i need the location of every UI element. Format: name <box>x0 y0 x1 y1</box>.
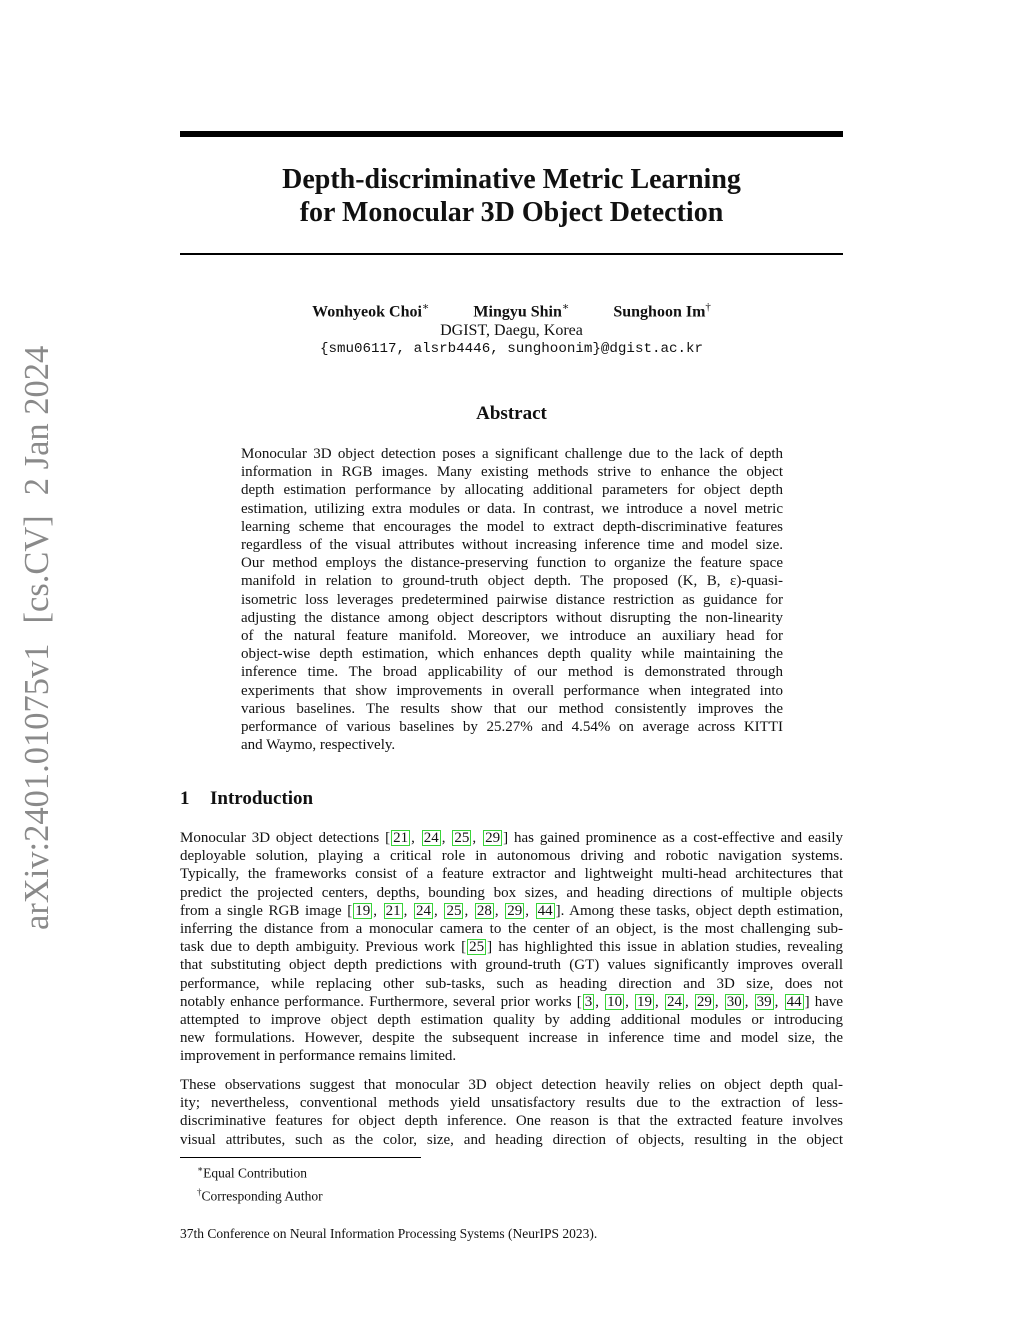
citation-link[interactable]: 24 <box>666 993 682 1010</box>
citation-link[interactable]: 19 <box>637 993 653 1010</box>
citation-link[interactable]: 28 <box>476 902 492 919</box>
citation-link[interactable]: 44 <box>786 993 802 1010</box>
arxiv-id: arXiv:2401.01075v1 <box>18 643 56 930</box>
intro-line: Monocular 3D object detections [ 21 , 24 , 25 , 29 ] has gained prominence as a cost-effective and easily <box>180 830 844 846</box>
abstract-line: inference time. The broad applicability of our method is demonstrated through <box>241 664 783 681</box>
abstract-line: estimation, utilizing extra modules or data. In contrast, we introduce a novel metric <box>241 500 783 517</box>
intro-line: deployable solution, playing a critical role in autonomous driving and robotic navigation systems. <box>180 848 843 865</box>
section-number: 1 <box>180 788 190 809</box>
footnote-corresponding-author: †Corresponding Author <box>197 1187 323 1204</box>
abstract-line: experiments that show improvements in overall performance when integrated into <box>241 682 783 699</box>
arxiv-category: [cs.CV] <box>18 515 56 624</box>
intro-line: visual attributes, such as the color, size, and heading direction of objects, resulting in the object <box>180 1131 843 1148</box>
author-block <box>180 298 843 359</box>
venue-footer: 37th Conference on Neural Information Processing Systems (NeurIPS 2023). <box>180 1226 598 1241</box>
intro-line: task due to depth ambiguity. Previous work [ 25 ] has highlighted this issue in ablation studies, revealing <box>180 939 843 956</box>
citation-link[interactable]: 39 <box>756 993 772 1010</box>
citation-link[interactable]: 25 <box>446 902 462 919</box>
intro-line: These observations suggest that monocular 3D object detection heavily relies on object depth qual- <box>180 1077 843 1093</box>
footnotes <box>197 1160 323 1206</box>
author-3: Sunghoon Im† <box>613 301 711 321</box>
intro-line: improvement in performance remains limited. <box>180 1048 457 1065</box>
abstract-line: manifold in relation to ground-truth object depth. The proposed (K, B, ε)-quasi- <box>241 573 783 590</box>
intro-paragraph-1 <box>180 829 843 1066</box>
abstract-line: Monocular 3D object detection poses a significant challenge due to the lack of depth <box>241 446 783 462</box>
citation-link[interactable]: 19 <box>355 902 371 919</box>
citation-link[interactable]: 24 <box>423 830 439 846</box>
citation-link[interactable]: 44 <box>537 902 553 919</box>
citation-link[interactable]: 30 <box>726 993 742 1010</box>
abstract-line: regardless of the visual attributes without increasing inference time and model size. <box>241 537 783 554</box>
abstract-line: adjusting the distance among object descriptors without disrupting the non-linearity <box>241 609 783 626</box>
affiliation: DGIST, Daegu, Korea <box>440 322 583 340</box>
title-top-rule <box>180 131 843 137</box>
intro-line: ity; nevertheless, conventional methods yield unsatisfactory results due to the extraction of less- <box>180 1095 843 1112</box>
abstract-line: and Waymo, respectively. <box>241 737 396 754</box>
intro-paragraph-2 <box>180 1076 843 1149</box>
citation-link[interactable]: 25 <box>454 830 470 846</box>
citation-link[interactable]: 29 <box>507 902 523 919</box>
citation-link[interactable]: 29 <box>485 830 501 846</box>
intro-line: from a single RGB image [ 19 , 21 , 24 , 25 , 28 , 29 , 44 ]. Among these tasks, object depth estimation, <box>180 902 844 919</box>
author-2-mark: ∗ <box>561 301 570 313</box>
abstract-line: information in RGB images. Many existing methods strive to enhance the object <box>241 464 783 481</box>
abstract-line: depth estimation performance by allocating additional parameters for object depth <box>241 482 783 499</box>
intro-line: predict the projected centers, depths, bounding box sizes, and heading directions of multiple objects <box>180 884 843 901</box>
section-title: Introduction <box>210 788 314 809</box>
abstract-line: of the natural feature manifold. Moreover, we introduce an auxiliary head for <box>241 628 783 645</box>
intro-line: notably enhance performance. Furthermore, several prior works [ 3 , 10 , 19 , 24 , 29 , 30 , 39 , 44 ] have <box>180 993 844 1010</box>
section-heading-introduction <box>180 788 313 810</box>
author-3-mark: † <box>705 301 711 313</box>
abstract-line: learning scheme that encourages the model to extract depth-discriminative features <box>241 518 783 535</box>
title-line-1: Depth-discriminative Metric Learning <box>282 164 741 195</box>
intro-line: new formulations. However, despite the subsequent increase in inference time and model size, the <box>180 1030 843 1047</box>
paper-title <box>180 163 843 229</box>
arxiv-stamp <box>18 346 57 930</box>
abstract-heading: Abstract <box>476 403 547 424</box>
intro-line: Typically, the frameworks consist of a feature extractor and lightweight multi-head architectures that <box>180 866 843 883</box>
citation-link[interactable]: 10 <box>607 993 623 1010</box>
title-line-2: for Monocular 3D Object Detection <box>299 197 724 228</box>
intro-line: attempted to improve object depth estimation quality by adding additional modules or introducing <box>180 1012 843 1029</box>
title-bottom-rule <box>180 253 843 255</box>
intro-line: performance, while replacing other sub-tasks, such as heading direction and 3D size, does not <box>180 975 843 992</box>
abstract-text <box>241 445 783 754</box>
intro-line: that substituting object depth predictions with ground-truth (GT) values significantly improves overall <box>180 957 843 974</box>
arxiv-date: 2 Jan 2024 <box>18 345 56 496</box>
citation-link[interactable]: 25 <box>469 939 485 956</box>
author-emails: {smu06117, alsrb4446, sunghoonim}@dgist.ac.kr <box>319 341 704 358</box>
author-1-mark: ∗ <box>421 301 430 313</box>
abstract-line: performance of various baselines by 25.27% and 4.54% on average across KITTI <box>241 719 783 736</box>
author-2: Mingyu Shin∗ <box>473 301 570 321</box>
author-names <box>180 298 843 321</box>
footnote-equal-contribution: ∗Equal Contribution <box>197 1164 307 1181</box>
abstract-line: isometric loss leverages predetermined pairwise distance restriction as guidance for <box>241 591 783 608</box>
intro-line: discriminative features for object depth inference. One reason is that the extracted feature involves <box>180 1113 843 1130</box>
citation-link[interactable]: 29 <box>696 993 712 1010</box>
abstract-line: various baselines. The results show that our method consistently improves the <box>241 700 783 717</box>
citation-link[interactable]: 21 <box>393 830 409 846</box>
citation-link[interactable]: 21 <box>385 902 401 919</box>
author-1: Wonhyeok Choi∗ <box>312 301 430 321</box>
footnote-rule <box>180 1157 421 1158</box>
citation-link[interactable]: 3 <box>584 993 593 1010</box>
citation-link[interactable]: 24 <box>416 902 432 919</box>
abstract-line: object-wise depth estimation, which enhances depth quality while maintaining the <box>241 646 783 663</box>
abstract-line: Our method employs the distance-preserving function to organize the feature space <box>241 555 783 572</box>
intro-line: inferring the distance from a monocular camera to the center of an object, is the most challenging sub- <box>180 921 843 938</box>
